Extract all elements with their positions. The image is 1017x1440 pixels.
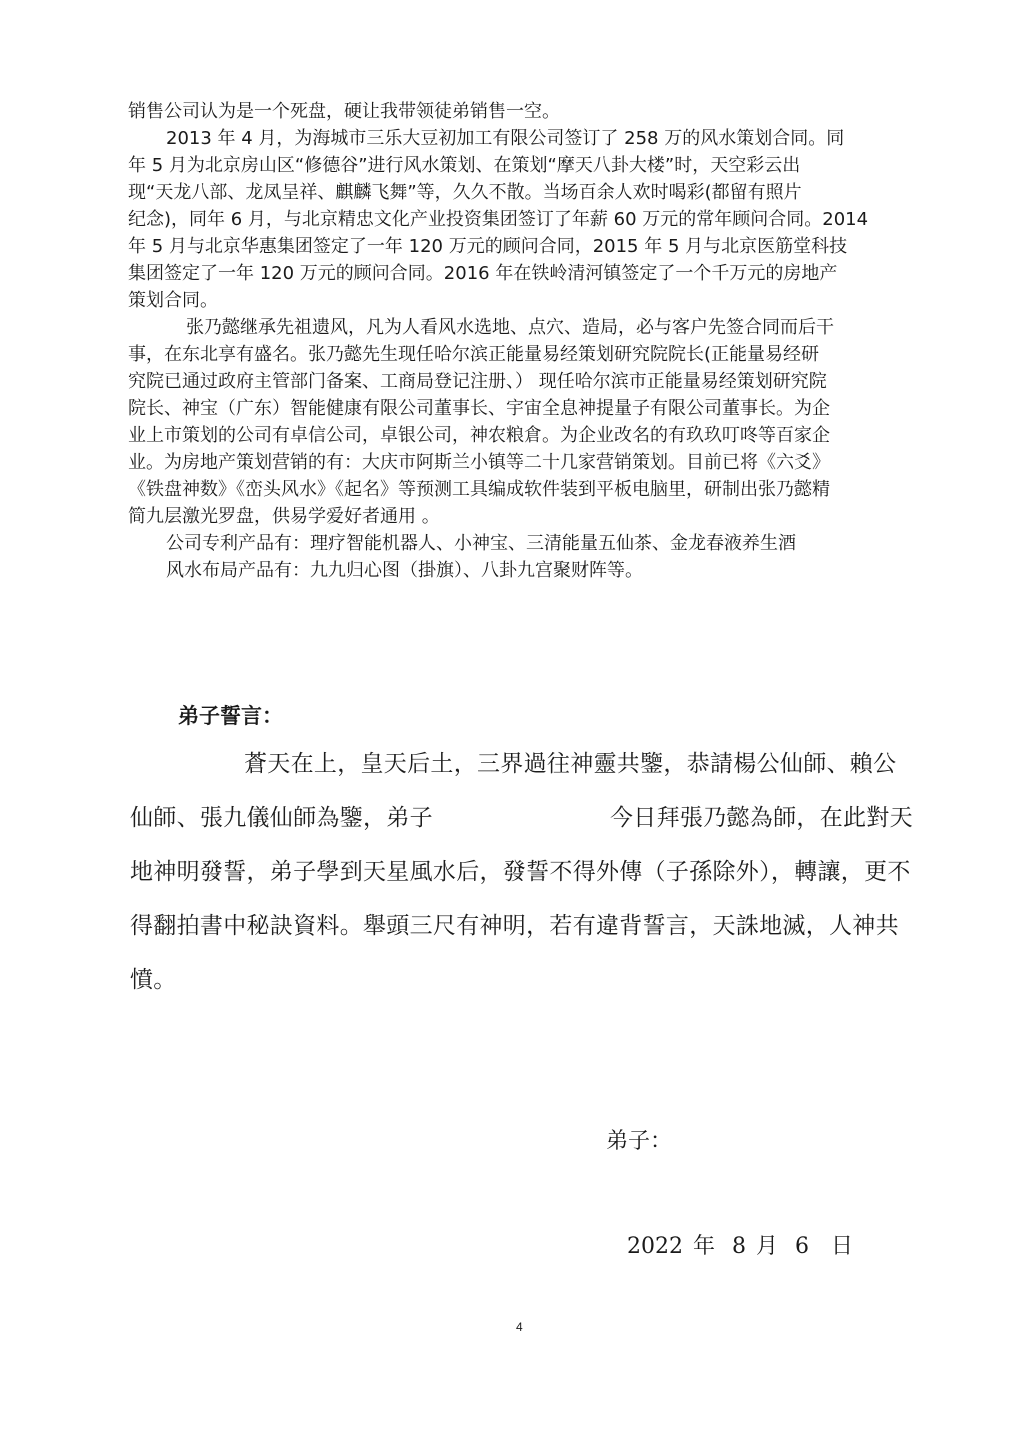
date-month-unit: 月 (756, 1234, 779, 1259)
bio-line: 院长、神宝（广东）智能健康有限公司董事长、宇宙全息神提量子有限公司董事长。为企 (128, 398, 830, 419)
bio-line: 现“天龙八部、龙凤呈祥、麒麟飞舞”等，久久不散。当场百余人欢时喝彩(都留有照片 (128, 182, 802, 203)
date-day: 6 (795, 1234, 810, 1259)
bio-line: 销售公司认为是一个死盘，硬让我带领徒弟销售一空。 (128, 101, 560, 122)
bio-line: 年 5 月为北京房山区“修德谷”进行风水策划、在策划“摩天八卦大楼”时，天空彩云出 (128, 155, 801, 176)
bio-line: 业上市策划的公司有卓信公司，卓银公司，神农粮倉。为企业改名的有玖玖叮咚等百家企 (128, 425, 830, 446)
date-day-unit: 日 (831, 1234, 854, 1259)
bio-line: 集团签定了一年 120 万元的顾问合同。2016 年在铁岭清河镇签定了一个千万元的房地产 (128, 263, 838, 284)
bio-line: 策划合同。 (128, 290, 218, 311)
oath-line: 仙師、張九儀仙師為鑒，弟子 (130, 805, 433, 831)
oath-line: 得翻拍書中秘訣資料。舉頭三尺有神明，若有違背誓言，天誅地滅，人神共 (130, 913, 899, 939)
disciple-signature-label: 弟子： (606, 1129, 673, 1154)
oath-line: 憤。 (130, 967, 177, 993)
date-year: 2022 (627, 1234, 683, 1259)
date-month: 8 (732, 1234, 747, 1259)
bio-line: 张乃懿继承先祖遗风，凡为人看风水选地、点穴、造局，必与客户先签合同而后干 (186, 317, 834, 338)
bio-line: 事，在东北享有盛名。张乃懿先生现任哈尔滨正能量易经策划研究院院长(正能量易经研 (128, 344, 820, 365)
bio-line: 纪念)，同年 6 月，与北京精忠文化产业投资集团签订了年薪 60 万元的常年顾问合同。2014 (128, 209, 869, 230)
bio-line: 公司专利产品有：理疗智能机器人、小神宝、三清能量五仙茶、金龙春液养生酒 (166, 533, 796, 554)
bio-line: 《铁盘神数》《峦头风水》《起名》等预测工具编成软件装到平板电脑里，研制出张乃懿精 (128, 479, 830, 500)
oath-title: 弟子誓言： (178, 704, 283, 728)
bio-line: 业。为房地产策划营销的有：大庆市阿斯兰小镇等二十几家营销策划。目前已将《六爻》 (128, 452, 830, 473)
oath-line: 蒼天在上，皇天后土，三界過往神靈共鑒，恭請楊公仙師、賴公 (244, 751, 897, 777)
bio-line: 究院已通过政府主管部门备案、工商局登记注册、） 现任哈尔滨市正能量易经策划研究院 (128, 371, 827, 392)
bio-line: 风水布局产品有：九九归心图（掛旗）、八卦九宫聚财阵等。 (166, 560, 643, 581)
date-year-unit: 年 (693, 1234, 716, 1259)
page-number: 4 (516, 1320, 523, 1334)
oath-date (627, 1229, 863, 1260)
bio-line: 年 5 月与北京华惠集团签定了一年 120 万元的顾问合同，2015 年 5 月与北京医筋堂科技 (128, 236, 848, 257)
oath-line: 地神明發誓，弟子學到天星風水后，發誓不得外傳（子孫除外），轉讓，更不 (130, 859, 911, 885)
bio-line: 2013 年 4 月，为海城市三乐大豆初加工有限公司签订了 258 万的风水策划合同。同 (166, 128, 845, 149)
bio-line: 简九层激光罗盘，供易学爱好者通用 。 (128, 506, 440, 527)
oath-line: 今日拜張乃懿為師，在此對天 (610, 805, 913, 831)
